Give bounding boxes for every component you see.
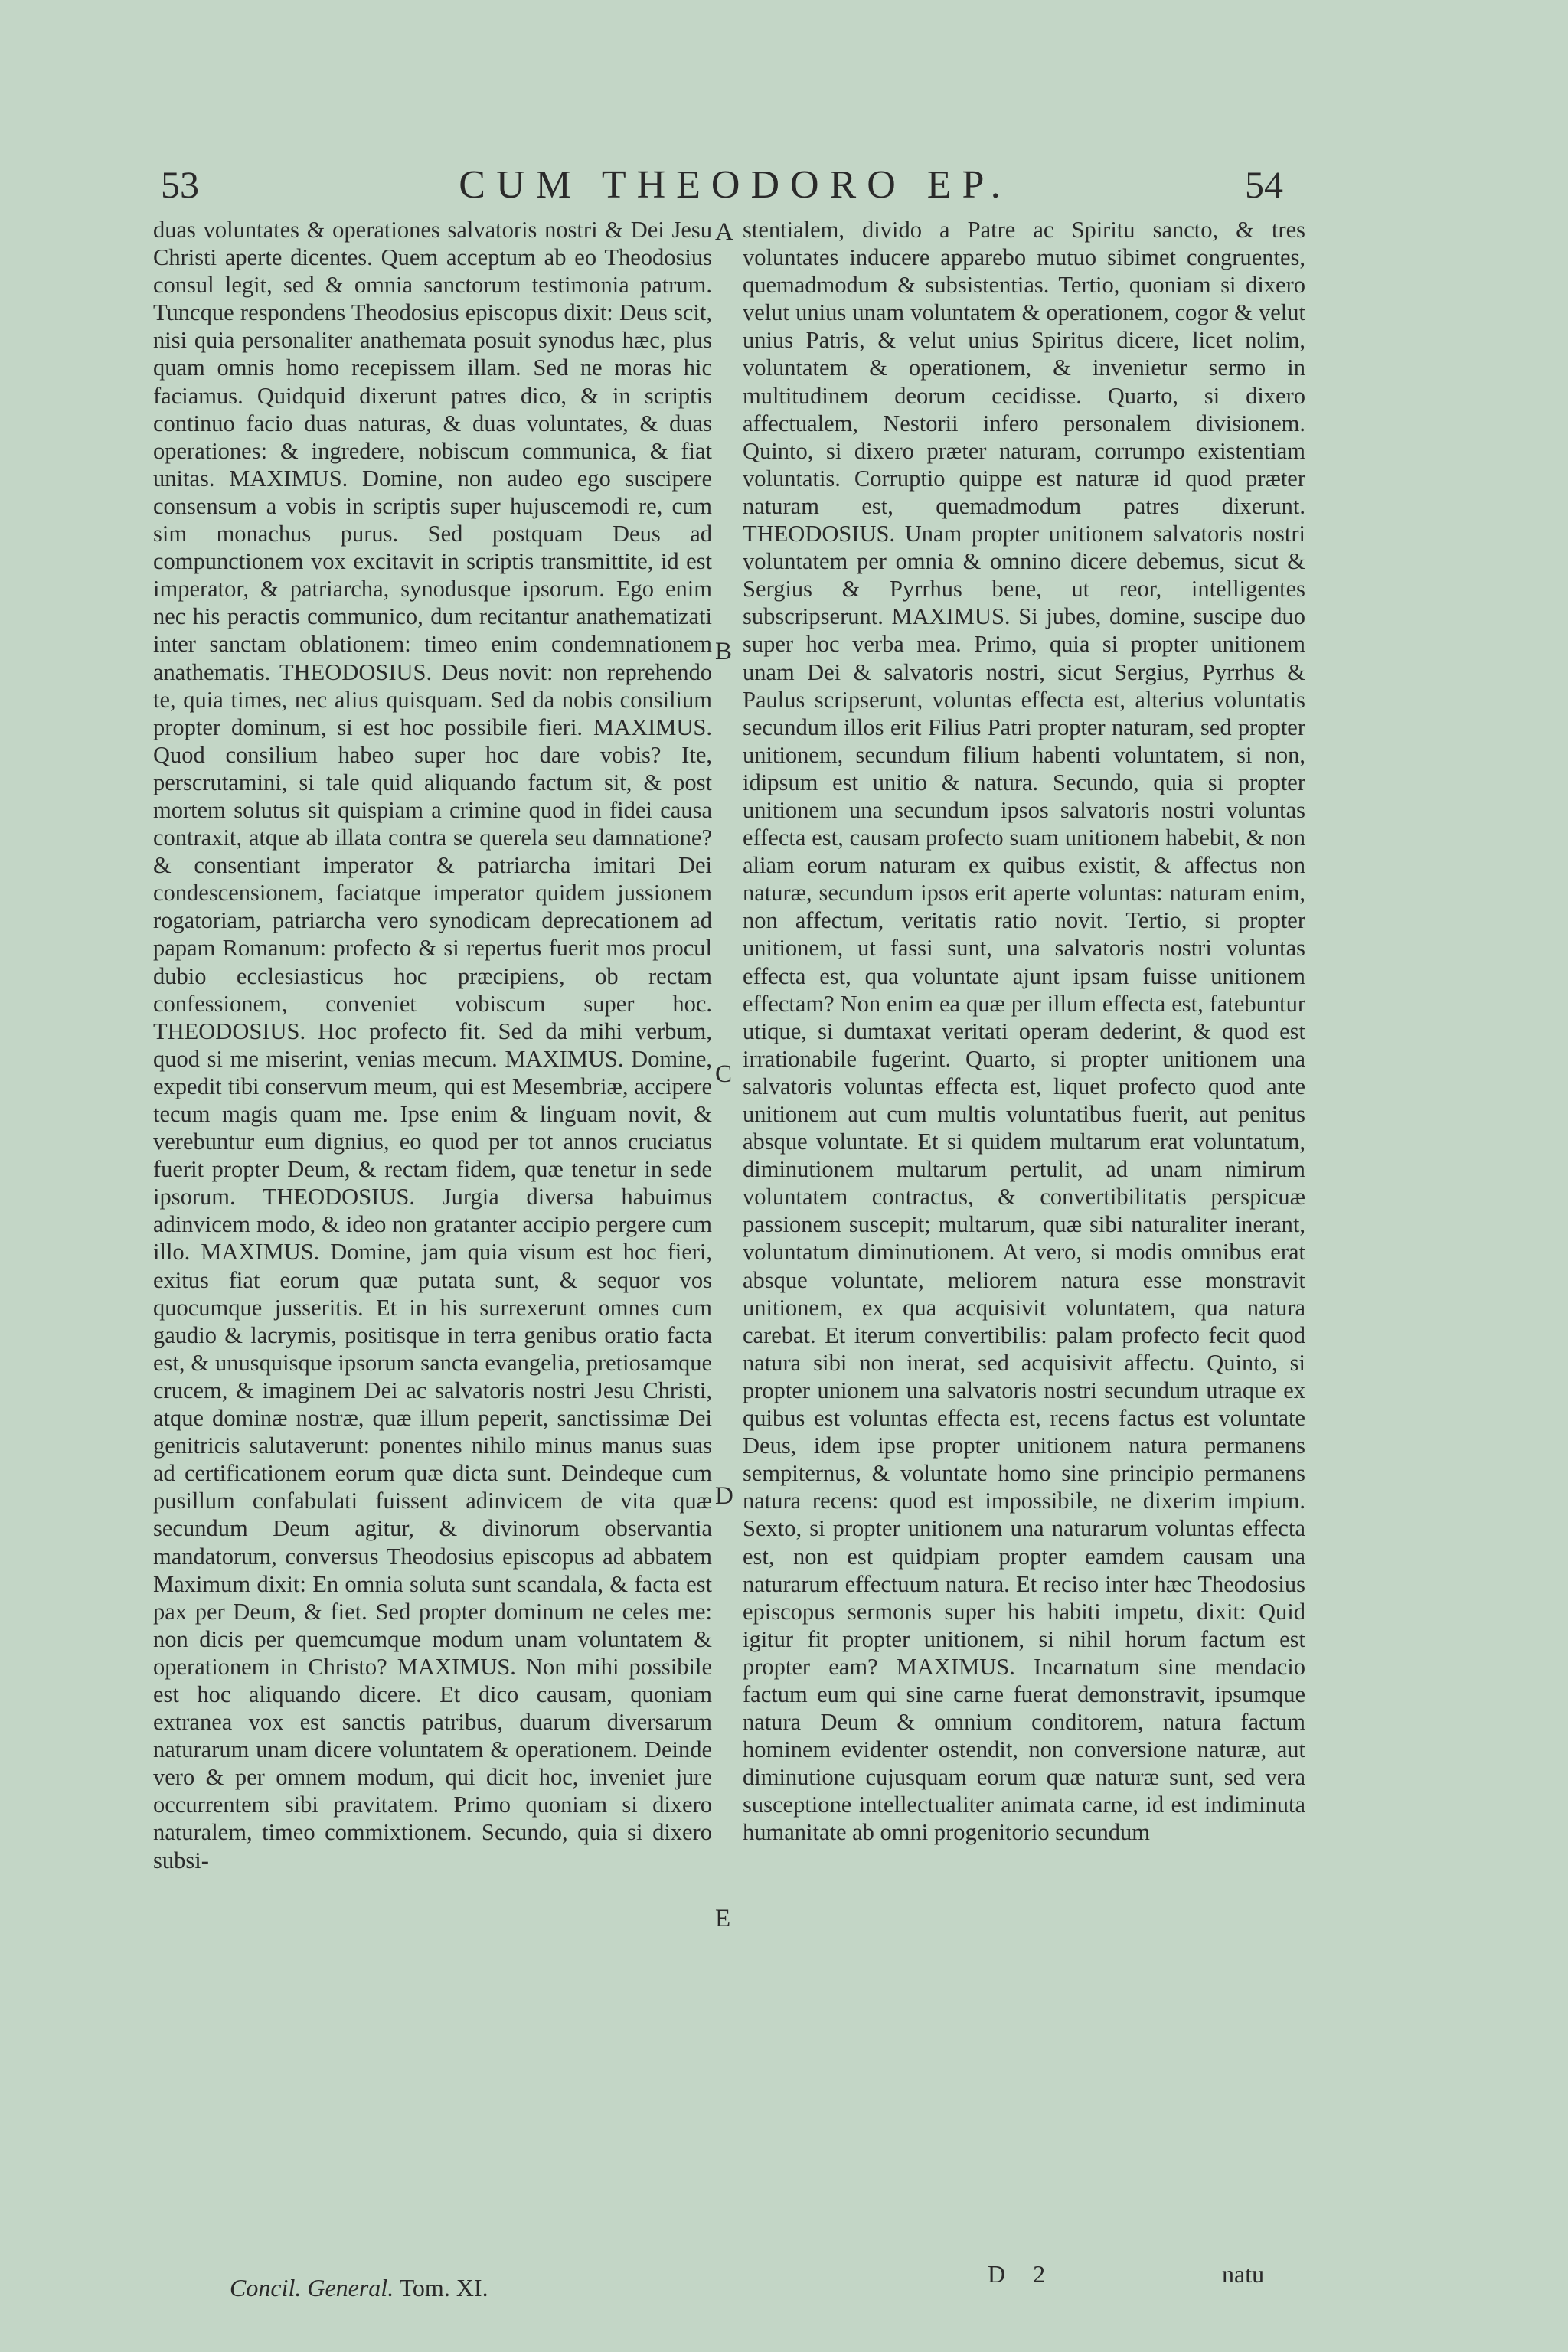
column-left-text: duas voluntates & operationes salvatoris nostri & Dei Jesu Christi aperte dicentes. Quem acceptum ab eo Theodosius consul legit, sed & omnia sanctorum testimonia patrum. Tuncque respondens Theodosius episcopus dixit: Deus scit, nisi quia personaliter anathemata posuit synodus hæc, plus quam omnis homo recepissem illam. Sed ne moras hic faciamus. Quidquid dixerunt patres dico, & in scriptis continuo facio duas naturas, & duas voluntates, & duas operationes: & ingredere, nobiscum communica, & fiat unitas. MAXIMUS. Domine, non audeo ego suscipere consensum a vobis in scriptis super hujuscemodi re, cum sim monachus purus. Sed postquam Deus ad compunctionem vox excitavit in scriptis transmittite, id est imperator, & patriarcha, synodusque ipsorum. Ego enim nec his peractis communico, dum recitantur anathematizati inter sanctam oblationem: timeo enim condemnationem anathematis. THEODOSIUS. Deus novit: non reprehendo te, quia times, nec alius quisquam. Sed da nobis consilium propter dominum, si est hoc possibile fieri. MAXIMUS. Quod consilium habeo super hoc dare vobis? Ite, perscrutamini, si tale quid aliquando factum sit, & post mortem solutus sit quispiam a crimine quod in fidei causa contraxit, atque ab illata contra se querela seu damnatione? & consentiant imperator & patriarcha imitari Dei condescensionem, faciatque imperator quidem jussionem rogatoriam, patriarcha vero synodicam deprecationem ad papam Romanum: profecto & si repertus fuerit mos procul dubio ecclesiasticus hoc præcipiens, ob rectam confessionem, conveniet vobiscum super hoc. THEODOSIUS. Hoc profecto fit. Sed da mihi verbum, quod si me miserint, venias mecum. MAXIMUS. Domine, expedit tibi conservum meum, qui est Mesembriæ, accipere tecum magis quam me. Ipse enim & linguam novit, & verebuntur eum dignius, eo quod per tot annos cruciatus fuerit propter Deum, & rectam fidem, quæ tenetur in sede ipsorum. THEODOSIUS. Jurgia diversa habuimus adinvicem modo, & ideo non gratanter accipio pergere cum illo. MAXIMUS. Domine, jam quia visum est hoc fieri, exitus fiat eorum quæ putata sunt, & sequor vos quocumque jusseritis. Et in his surrexerunt omnes cum gaudio & lacrymis, positisque in terra genibus oratio facta est, & unusquisque ipsorum sancta evangelia, pretiosamque crucem, & imaginem Dei ac salvatoris nostri Jesu Christi, atque dominæ nostræ, quæ illum peperit, sanctissimæ Dei genitricis salutaverunt: ponentes nihilo minus manus suas ad certificationem eorum quæ dicta sunt. Deindeque cum pusillum confabulati fuissent adinvicem de vita quæ secundum Deum agitur, & divinorum observantia mandatorum, conversus Theodosius episcopus ad abbatem Maximum dixit: En omnia soluta sunt scandala, & facta est pax per Deum, & fiet. Sed propter dominum ne celes me: non dicis per quemcumque modum unam voluntatem & operationem in Christo? MAXIMUS. Non mihi possibile est hoc aliquando dicere. Et dico causam, quoniam extranea vox est sanctis patribus, duarum diversarum naturarum unam dicere voluntatem & operationem. Deinde vero & per omnem modum, qui dicit hoc, inveniet jure occurrentem sibi pravitatem. Primo quoniam si dixero naturalem, timeo commixtionem. Secundo, quia si dixero subsi- xyxy=(153,217,712,1873)
signature-mark: D 2 xyxy=(988,2260,1057,2288)
text-column-right xyxy=(743,216,1305,2275)
margin-marker-b: B xyxy=(715,638,733,665)
catchword: natu xyxy=(1222,2260,1265,2288)
footer-volume: Tom. XI. xyxy=(399,2274,488,2301)
page-number-right: 54 xyxy=(1245,163,1283,206)
margin-marker-e: E xyxy=(715,1905,731,1932)
running-title: CUM THEODORO EP. xyxy=(459,163,1011,207)
footer-source-title: Concil. General. xyxy=(230,2274,394,2301)
margin-marker-c: C xyxy=(715,1060,733,1088)
column-right-text: stentialem, divido a Patre ac Spiritu sancto, & tres voluntates inducere apparebo mutuo sibimet congruentes, quemadmodum & subsistentias. Tertio, quoniam si dixero velut unius unam voluntatem & operationem, cogor & velut unius Patris, & velut unius Spiritus dicere, licet nolim, voluntatem & operationem, & invenietur sermo in multitudinem deorum cecidisse. Quarto, si dixero affectualem, Nestorii infero personalem divisionem. Quinto, si dixero præter naturam, corrumpo existentiam voluntatis. Corruptio quippe est naturæ id quod præter naturam est, quemadmodum patres dixerunt. THEODOSIUS. Unam propter unitionem salvatoris nostri voluntatem per omnia & omnino dicere debemus, sicut & Sergius & Pyrrhus bene, ut reor, intelligentes subscripserunt. MAXIMUS. Si jubes, domine, suscipe duo super hoc verba mea. Primo, quia si propter unitionem unam Dei & salvatoris nostri, sicut Sergius, Pyrrhus & Paulus scripserunt, voluntas effecta est, alterius voluntatis secundum illos erit Filius Patri propter naturam, sed propter unitionem, secundum filium habenti voluntatem, si non, idipsum est unitio & natura. Secundo, quia si propter unitionem una secundum ipsos salvatoris nostri voluntas effecta est, causam profecto suam unitionem habebit, & non aliam eorum naturam ex quibus existit, & affectus non naturæ, secundum ipsos erit aperte voluntas: naturam enim, non affectum, veritatis ratio novit. Tertio, si propter unitionem, ut fassi sunt, una salvatoris nostri voluntas effecta est, qua voluntate ajunt ipsam fuisse unitionem effectam? Non enim ea quæ per illum effecta est, fatebuntur utique, si dumtaxat veritati operam dederint, & quod est irrationabile fugerint. Quarto, si propter unitionem una salvatoris voluntas effecta est, liquet profecto quod ante unitionem aut cum multis voluntatibus fuerit, aut penitus absque voluntate. Et si quidem multarum erat voluntatum, diminutionem multarum pertulit, ad unam nimirum voluntatem contractus, & convertibilitatis perspicuæ passionem suscepit; multarum, quæ sibi naturaliter inerant, voluntatum diminutionem. At vero, si modis omnibus erat absque voluntate, meliorem natura esse monstravit unitionem, ex qua acquisivit voluntatem, qua natura carebat. Et iterum convertibilis: palam profecto fecit quod natura sibi non inerat, sed acquisivit affectu. Quinto, si propter unionem una salvatoris nostri secundum utraque ex quibus est voluntas effecta est, recens factus est voluntate Deus, idem ipse propter unitionem natura permanens sempiternus, & voluntate homo sine principio permanens natura recens: quod est impossibile, ne dixerim impium. Sexto, si propter unitionem una naturarum voluntas effecta est, non est quidpiam propter eamdem causam una naturarum effectuum natura. Et reciso inter hæc Theodosius episcopus sermonis super his habiti impetu, dixit: Quid igitur fit propter unitionem, si nihil horum factum est propter eam? MAXIMUS. Incarnatum sine mendacio factum eum qui sine carne fuerat demonstravit, ipsumque natura Deum & omnium conditorem, natura factum hominem evidenter ostendit, non conversione naturæ, aut diminutione cujusquam eorum quæ naturæ sunt, sed vera susceptione intellectualiter animata carne, id est indiminuta humanitate ab omni progenitorio secundum xyxy=(743,217,1305,1846)
text-column-left xyxy=(153,216,712,2275)
margin-marker-d: D xyxy=(715,1482,733,1510)
page-number-left: 53 xyxy=(161,163,199,206)
footer-source xyxy=(230,2274,488,2302)
margin-marker-a: A xyxy=(715,218,733,246)
